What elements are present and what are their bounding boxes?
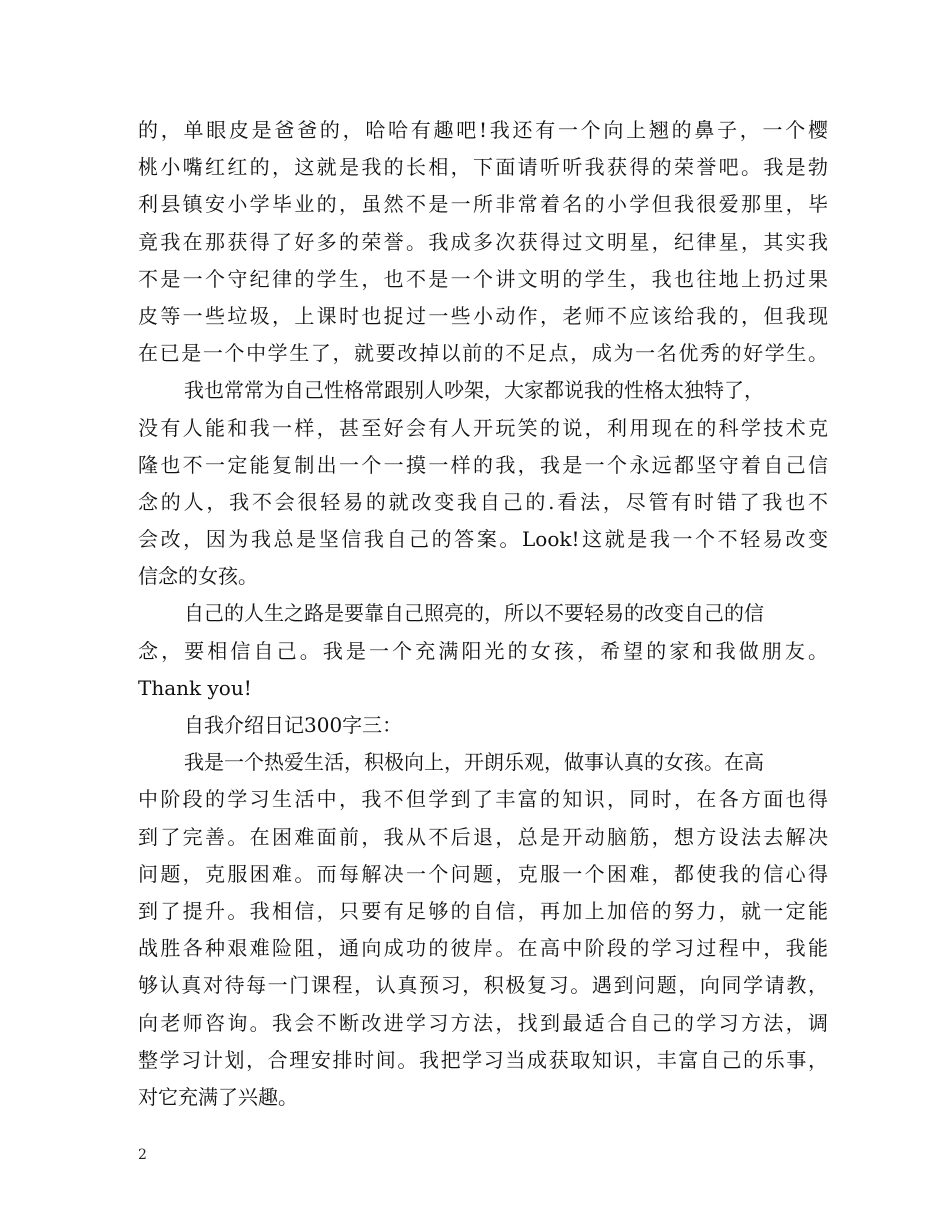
text-line: 利县镇安小学毕业的，虽然不是一所非常着名的小学但我很爱那里，毕 <box>138 192 828 217</box>
text-line: 竟我在那获得了好多的荣誉。我成多次获得过文明星，纪律星，其实我 <box>138 229 828 254</box>
text-line: 皮等一些垃圾，上课时也捉过一些小动作，老师不应该给我的，但我现 <box>138 303 828 328</box>
text-line: 的，单眼皮是爸爸的，哈哈有趣吧!我还有一个向上翘的鼻子，一个樱 <box>138 118 828 142</box>
text-line: 会改，因为我总是坚信我自己的答案。Look!这就是我一个不轻易改变 <box>138 527 828 552</box>
text-line: 信念的女孩。 <box>138 564 258 589</box>
text-line: 到了完善。在困难面前，我从不后退，总是开动脑筋，想方设法去解决 <box>138 824 828 849</box>
text-line: 向老师咨询。我会不断改进学习方法，找到最适合自己的学习方法，调 <box>138 1010 828 1035</box>
text-line: 桃小嘴红红的，这就是我的长相，下面请听听我获得的荣誉吧。我是勃 <box>138 155 828 180</box>
text-line: 自己的人生之路是要靠自己照亮的，所以不要轻易的改变自己的信 <box>184 601 764 626</box>
section-heading: 自我介绍日记300字三： <box>184 713 403 737</box>
text-line: 念的人，我不会很轻易的就改变我自己的.看法，尽管有时错了我也不 <box>138 489 828 514</box>
page-number: 2 <box>138 1147 147 1163</box>
text-line: Thank you! <box>138 675 252 700</box>
text-line: 隆也不一定能复制出一个一摸一样的我，我是一个永远都坚守着自己信 <box>138 452 828 477</box>
text-line: 对它充满了兴趣。 <box>138 1084 298 1109</box>
text-line: 战胜各种艰难险阻，通向成功的彼岸。在高中阶段的学习过程中，我能 <box>138 936 828 961</box>
text-line: 念，要相信自己。我是一个充满阳光的女孩，希望的家和我做朋友。 <box>138 638 828 663</box>
text-line: 没有人能和我一样，甚至好会有人开玩笑的说，利用现在的科学技术克 <box>138 415 828 440</box>
text-line: 够认真对待每一门课程，认真预习，积极复习。遇到问题，向同学请教， <box>138 973 828 998</box>
text-line: 不是一个守纪律的学生，也不是一个讲文明的学生，我也往地上扔过果 <box>138 266 828 291</box>
text-line: 整学习计划，合理安排时间。我把学习当成获取知识，丰富自己的乐事， <box>138 1047 828 1072</box>
document-body <box>138 112 828 1116</box>
text-line: 到了提升。我相信，只要有足够的自信，再加上加倍的努力，就一定能 <box>138 898 828 923</box>
text-line: 中阶段的学习生活中，我不但学到了丰富的知识，同时，在各方面也得 <box>138 787 828 812</box>
text-line: 我是一个热爱生活，积极向上，开朗乐观，做事认真的女孩。在高 <box>184 750 764 775</box>
text-line: 我也常常为自己性格常跟别人吵架，大家都说我的性格太独特了， <box>184 378 764 403</box>
text-line: 在已是一个中学生了，就要改掉以前的不足点，成为一名优秀的好学生。 <box>138 341 828 366</box>
text-line: 问题，克服困难。而每解决一个问题，克服一个困难，都使我的信心得 <box>138 861 828 886</box>
